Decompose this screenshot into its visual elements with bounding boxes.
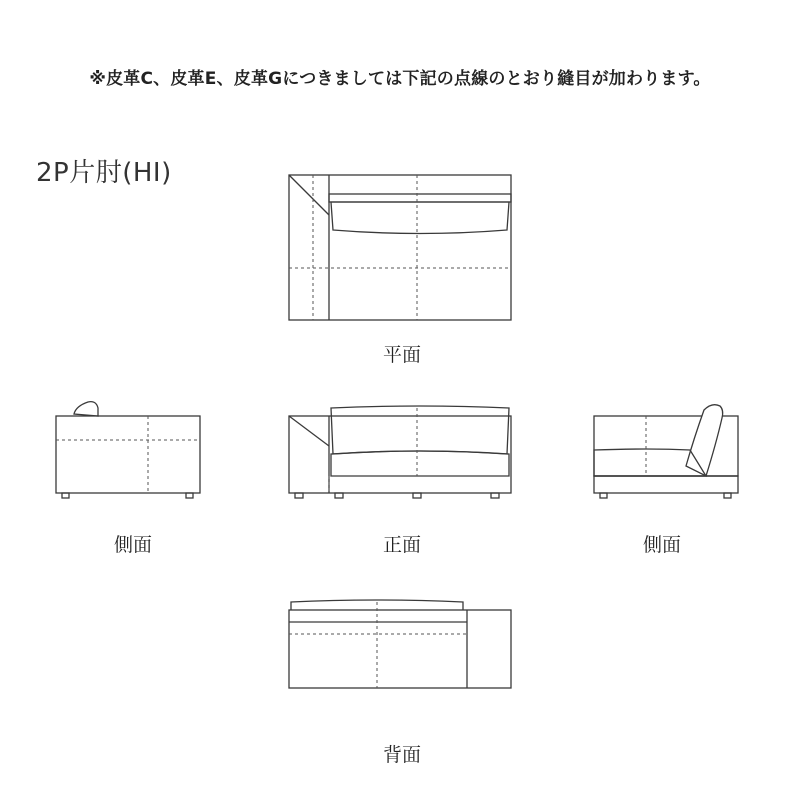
seam-note: ※皮革C、皮革E、皮革Gにつきましては下記の点線のとおり縫目が加わります。 <box>89 69 711 89</box>
top-view-drawing <box>285 172 515 324</box>
left-side-view-drawing <box>52 398 204 502</box>
back-view-drawing <box>285 596 515 692</box>
left-side-view-caption: 側面 <box>113 534 152 556</box>
model-title: 2P片肘(HI) <box>36 158 172 188</box>
back-view-caption: 背面 <box>382 744 421 766</box>
right-side-view-drawing <box>590 398 742 502</box>
top-view-caption: 平面 <box>382 344 421 366</box>
front-view-drawing <box>285 402 515 502</box>
right-side-view-caption: 側面 <box>642 534 681 556</box>
front-view-caption: 正面 <box>382 534 421 556</box>
